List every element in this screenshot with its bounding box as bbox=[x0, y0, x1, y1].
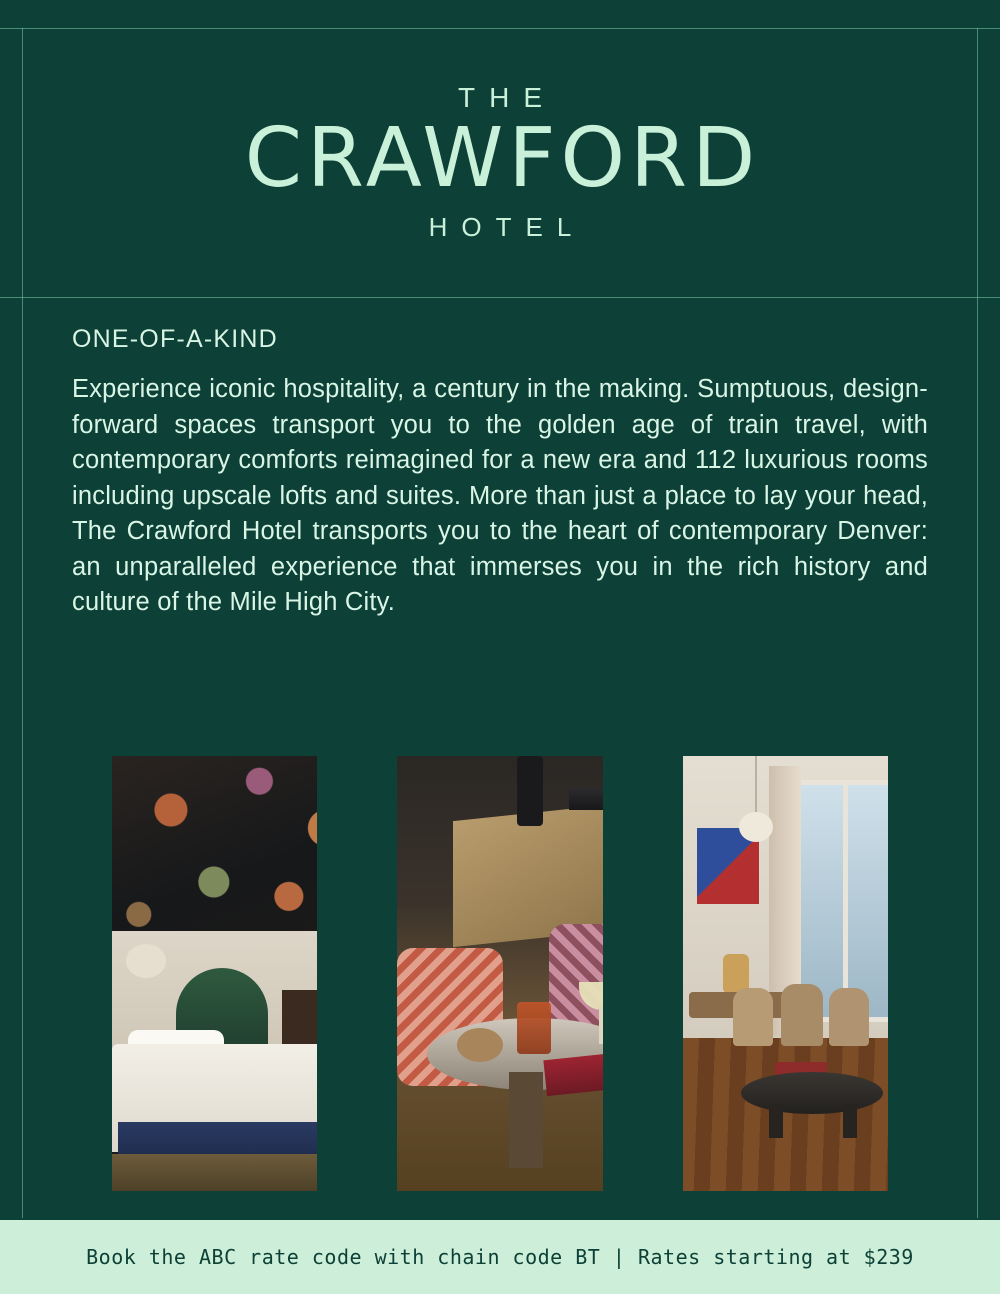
cocktail-table-stem bbox=[509, 1072, 543, 1168]
pendant-lamp-icon bbox=[126, 944, 166, 978]
nightstand bbox=[282, 990, 317, 1050]
gallery-photo-cocktails bbox=[397, 756, 602, 1191]
dining-chair-1 bbox=[733, 988, 773, 1046]
brand-name: CRAWFORD bbox=[244, 111, 761, 207]
coffee-table-leg-right bbox=[843, 1104, 857, 1138]
dining-chair-2 bbox=[781, 984, 823, 1046]
stacked-books bbox=[569, 788, 602, 810]
coffee-table bbox=[741, 1072, 883, 1114]
dining-chair-3 bbox=[829, 988, 869, 1046]
photo-gallery bbox=[72, 740, 928, 1175]
brand-masthead bbox=[0, 28, 1000, 297]
gallery-photo-guest-room bbox=[112, 756, 317, 1191]
window-mullion bbox=[843, 780, 848, 1012]
intro-section bbox=[72, 325, 928, 621]
frame-middle-rule bbox=[0, 297, 1000, 298]
old-fashioned-glass bbox=[517, 1002, 551, 1054]
coffee-table-leg-left bbox=[769, 1104, 783, 1138]
coupe-glass-stem bbox=[599, 1008, 602, 1044]
floor-lamp-base bbox=[517, 756, 543, 826]
brand-suffix: HOTEL bbox=[428, 211, 586, 242]
description-paragraph: Experience iconic hospitality, a century in the making. Sumptuous, design-forward spaces transport you to the golden age of train travel, with contemporary comforts reimagined for a new era and 112 luxurious rooms including upscale lofts and suites. More than just a place to lay your head, The Crawford Hotel transports you to the heart of contemporary Denver: an unparalleled experience that immerses you in the rich history and culture of the Mile High City. bbox=[72, 375, 928, 616]
footer-band bbox=[0, 1220, 1000, 1294]
room-floor bbox=[112, 1154, 317, 1191]
pendant-light-icon bbox=[739, 812, 773, 842]
booking-note: Book the ABC rate code with chain code BT | Rates starting at $239 bbox=[86, 1245, 914, 1269]
brand-prefix: THE bbox=[458, 82, 556, 114]
gallery-photo-loft-suite bbox=[683, 756, 888, 1191]
wooden-coaster bbox=[457, 1028, 503, 1062]
menu-card bbox=[544, 1052, 603, 1096]
floral-ceiling-art bbox=[112, 756, 317, 936]
section-eyebrow: ONE-OF-A-KIND bbox=[72, 325, 278, 353]
pendant-cord bbox=[755, 756, 757, 812]
wood-floor bbox=[683, 1038, 888, 1191]
